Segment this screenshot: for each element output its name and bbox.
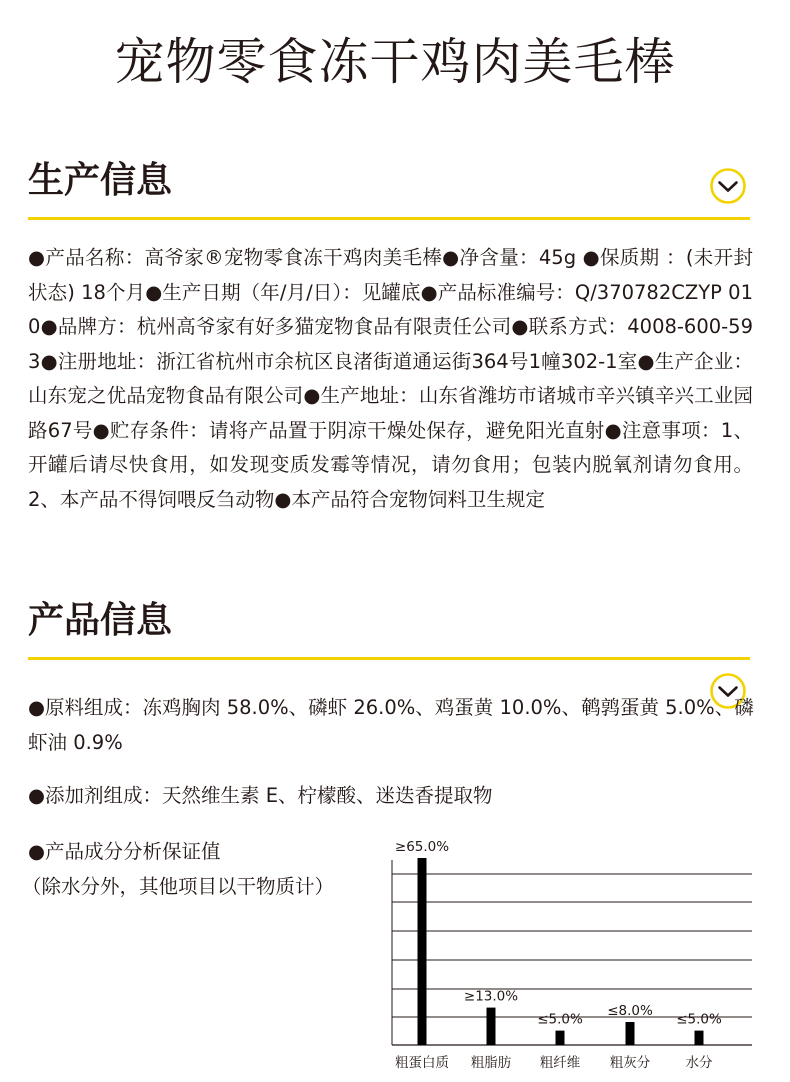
category-label: 粗纤维 xyxy=(539,1055,581,1071)
section-divider xyxy=(28,217,750,220)
bar-data-label: ≥13.0% xyxy=(463,988,519,1005)
nutrition-bar-chart xyxy=(0,830,790,1078)
category-label: 粗蛋白质 xyxy=(395,1055,449,1071)
product-info-heading: 产品信息 xyxy=(28,600,173,641)
bar xyxy=(556,1031,565,1045)
bar xyxy=(418,858,427,1045)
bar xyxy=(626,1022,635,1045)
bar-data-label: ≤5.0% xyxy=(537,1011,583,1028)
bar xyxy=(487,1008,496,1045)
bar xyxy=(695,1031,704,1045)
category-label: 粗脂肪 xyxy=(470,1055,512,1071)
analysis-title: ●产品成分分析保证值 xyxy=(28,840,221,863)
ingredients-text: ●原料组成：冻鸡胸肉 58.0%、磷虾 26.0%、鸡蛋黄 10.0%、鹌鹑蛋黄 5.0%、磷虾油 0.9% xyxy=(28,696,754,754)
section-divider xyxy=(28,657,750,660)
analysis-note: （除水分外，其他项目以干物质计） xyxy=(22,875,335,898)
nutrition-chart-svg xyxy=(0,830,790,1078)
additives-text: ●添加剂组成：天然维生素 E、柠檬酸、迷迭香提取物 xyxy=(28,784,493,807)
category-label: 水分 xyxy=(685,1055,713,1071)
production-info-heading: 生产信息 xyxy=(28,160,173,201)
category-label: 粗灰分 xyxy=(609,1055,651,1071)
chevron-circle-icon[interactable] xyxy=(709,167,747,205)
page-title: 宠物零食冻干鸡肉美毛棒 xyxy=(114,33,676,91)
bar-data-label: ≤5.0% xyxy=(676,1011,722,1028)
bar-data-label: ≤8.0% xyxy=(607,1002,653,1019)
production-info-text: ●产品名称：高爷家®宠物零食冻干鸡肉美毛棒●净含量：45g ●保质期 ：(未开封状态) 18个月●生产日期（年/月/日）：见罐底●产品标准编号：Q/370782CZYP 010●品牌方：杭州高爷家有好多猫宠物食品有限责任公司●联系方式：4008-600-593●注册地址：浙江省杭州市余杭区良渚街道通运街364号1幢302-1室●生产企业：山东宠之优品宠物食品有限公司●生产地址：山东省潍坊市诸城市辛兴镇辛兴工业园路67号●贮存条件：请将产品置于阴凉干燥处保存，避免阳光直射●注意事项：1、开罐后请尽快食用，如发现变质发霉等情况，请勿食用；包装内脱氧剂请勿食用。2、本产品不得饲喂反刍动物●本产品符合宠物饲料卫生规定 xyxy=(28,246,753,511)
bar-data-label: ≥65.0% xyxy=(394,839,450,855)
